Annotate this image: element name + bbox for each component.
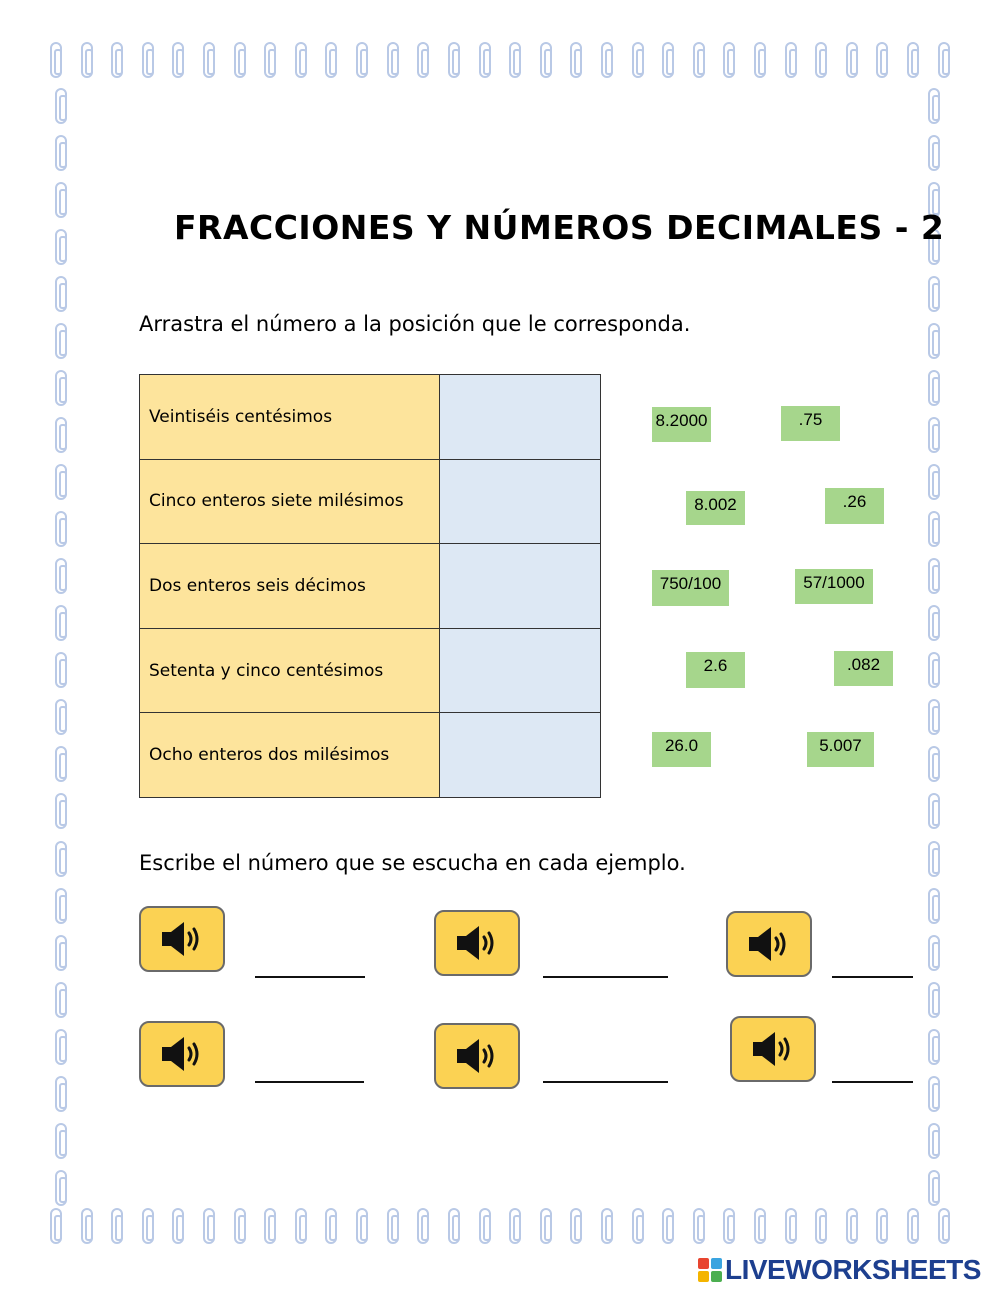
paperclip-icon <box>55 652 67 688</box>
paperclip-icon <box>55 841 67 877</box>
paperclip-icon <box>234 42 246 78</box>
paperclip-icon <box>540 1208 552 1244</box>
right-clip-border <box>928 88 948 1206</box>
paperclip-icon <box>479 1208 491 1244</box>
paperclip-icon <box>55 982 67 1018</box>
paperclip-icon <box>928 511 940 547</box>
paperclip-icon <box>81 1208 93 1244</box>
paperclip-icon <box>509 42 521 78</box>
draggable-number-tile[interactable]: .26 <box>825 488 884 524</box>
speaker-icon <box>159 1034 205 1074</box>
paperclip-icon <box>928 652 940 688</box>
row-label: Cinco enteros siete milésimos <box>140 459 440 544</box>
paperclip-icon <box>55 1123 67 1159</box>
paperclip-icon <box>928 370 940 406</box>
paperclip-icon <box>55 1076 67 1112</box>
paperclip-icon <box>55 464 67 500</box>
answer-blank[interactable] <box>255 1053 364 1083</box>
paperclip-icon <box>417 1208 429 1244</box>
paperclip-icon <box>55 935 67 971</box>
drop-zone[interactable] <box>440 628 601 713</box>
paperclip-icon <box>142 1208 154 1244</box>
paperclip-icon <box>479 42 491 78</box>
paperclip-icon <box>570 42 582 78</box>
paperclip-icon <box>928 746 940 782</box>
drag-instruction: Arrastra el número a la posición que le corresponda. <box>139 312 691 336</box>
audio-play-button[interactable] <box>139 1021 225 1087</box>
brand-wordmark: LIVEWORKSHEETS <box>725 1254 981 1285</box>
paperclip-icon <box>325 1208 337 1244</box>
paperclip-icon <box>55 511 67 547</box>
paperclip-icon <box>55 417 67 453</box>
row-label: Dos enteros seis décimos <box>140 544 440 629</box>
paperclip-icon <box>928 1123 940 1159</box>
drop-zone[interactable] <box>440 459 601 544</box>
paperclip-icon <box>295 42 307 78</box>
answer-blank[interactable] <box>543 1053 668 1083</box>
paperclip-icon <box>81 42 93 78</box>
paperclip-icon <box>55 229 67 265</box>
draggable-number-tile[interactable]: .082 <box>834 651 893 686</box>
paperclip-icon <box>928 605 940 641</box>
paperclip-icon <box>928 888 940 924</box>
paperclip-icon <box>540 42 552 78</box>
paperclip-icon <box>723 1208 735 1244</box>
paperclip-icon <box>907 1208 919 1244</box>
answer-blank[interactable] <box>543 948 668 978</box>
paperclip-icon <box>570 1208 582 1244</box>
answer-blank[interactable] <box>832 1053 913 1083</box>
answer-blank[interactable] <box>832 948 913 978</box>
draggable-number-tile[interactable]: 26.0 <box>652 732 711 767</box>
paperclip-icon <box>601 1208 613 1244</box>
paperclip-icon <box>815 42 827 78</box>
paperclip-icon <box>203 42 215 78</box>
paperclip-icon <box>50 1208 62 1244</box>
paperclip-icon <box>356 42 368 78</box>
drop-zone[interactable] <box>440 544 601 629</box>
audio-play-button[interactable] <box>730 1016 816 1082</box>
speaker-icon <box>454 923 500 963</box>
paperclip-icon <box>662 42 674 78</box>
paperclip-icon <box>325 42 337 78</box>
table-row <box>140 459 601 544</box>
paperclip-icon <box>55 88 67 124</box>
paperclip-icon <box>907 42 919 78</box>
paperclip-icon <box>55 135 67 171</box>
paperclip-icon <box>387 42 399 78</box>
paperclip-icon <box>234 1208 246 1244</box>
paperclip-icon <box>448 42 460 78</box>
draggable-number-tile[interactable]: 57/1000 <box>795 569 873 604</box>
draggable-number-tile[interactable]: 750/100 <box>652 570 729 606</box>
paperclip-icon <box>55 558 67 594</box>
paperclip-icon <box>815 1208 827 1244</box>
paperclip-icon <box>928 88 940 124</box>
liveworksheets-logo <box>698 1254 981 1286</box>
drop-zone[interactable] <box>440 713 601 798</box>
paperclip-icon <box>55 182 67 218</box>
speaker-icon <box>159 919 205 959</box>
paperclip-icon <box>928 982 940 1018</box>
paperclip-icon <box>55 699 67 735</box>
paperclip-icon <box>632 42 644 78</box>
listen-instruction: Escribe el número que se escucha en cada ejemplo. <box>139 851 686 875</box>
paperclip-icon <box>876 1208 888 1244</box>
paperclip-icon <box>928 558 940 594</box>
paperclip-icon <box>448 1208 460 1244</box>
audio-play-button[interactable] <box>139 906 225 972</box>
paperclip-icon <box>785 42 797 78</box>
paperclip-icon <box>55 1029 67 1065</box>
paperclip-icon <box>928 276 940 312</box>
paperclip-icon <box>203 1208 215 1244</box>
paperclip-icon <box>938 42 950 78</box>
table-row <box>140 544 601 629</box>
table-row <box>140 713 601 798</box>
draggable-number-tile[interactable]: 8.002 <box>686 491 745 525</box>
paperclip-icon <box>55 276 67 312</box>
paperclip-icon <box>264 1208 276 1244</box>
paperclip-icon <box>55 323 67 359</box>
row-label: Ocho enteros dos milésimos <box>140 713 440 798</box>
paperclip-icon <box>928 935 940 971</box>
row-label: Setenta y cinco centésimos <box>140 628 440 713</box>
row-label: Veintiséis centésimos <box>140 375 440 460</box>
paperclip-icon <box>55 605 67 641</box>
paperclip-icon <box>55 1170 67 1206</box>
answer-blank[interactable] <box>255 948 365 978</box>
paperclip-icon <box>928 1170 940 1206</box>
audio-play-button[interactable] <box>434 910 520 976</box>
paperclip-icon <box>509 1208 521 1244</box>
matching-table <box>139 374 601 798</box>
paperclip-icon <box>55 888 67 924</box>
paperclip-icon <box>876 42 888 78</box>
top-clip-border <box>50 42 950 86</box>
paperclip-icon <box>55 370 67 406</box>
paperclip-icon <box>928 699 940 735</box>
paperclip-icon <box>601 42 613 78</box>
paperclip-icon <box>928 841 940 877</box>
left-clip-border <box>55 88 75 1206</box>
paperclip-icon <box>928 135 940 171</box>
draggable-number-tile[interactable]: 2.6 <box>686 652 745 688</box>
draggable-number-tile[interactable]: 5.007 <box>807 732 874 767</box>
table-row <box>140 375 601 460</box>
paperclip-icon <box>928 323 940 359</box>
paperclip-icon <box>632 1208 644 1244</box>
paperclip-icon <box>142 42 154 78</box>
paperclip-icon <box>55 746 67 782</box>
speaker-icon <box>750 1029 796 1069</box>
audio-play-button[interactable] <box>434 1023 520 1089</box>
paperclip-icon <box>754 42 766 78</box>
paperclip-icon <box>172 1208 184 1244</box>
paperclip-icon <box>693 1208 705 1244</box>
drop-zone[interactable] <box>440 375 601 460</box>
bottom-clip-border <box>50 1208 950 1252</box>
speaker-icon <box>454 1036 500 1076</box>
paperclip-icon <box>846 1208 858 1244</box>
paperclip-icon <box>387 1208 399 1244</box>
paperclip-icon <box>417 42 429 78</box>
paperclip-icon <box>295 1208 307 1244</box>
paperclip-icon <box>111 1208 123 1244</box>
page-title: FRACCIONES Y NÚMEROS DECIMALES - 2 <box>174 208 945 247</box>
paperclip-icon <box>928 464 940 500</box>
paperclip-icon <box>928 793 940 829</box>
table-row <box>140 628 601 713</box>
draggable-number-tile[interactable]: 8.2000 <box>652 407 711 442</box>
paperclip-icon <box>928 1076 940 1112</box>
draggable-number-tile[interactable]: .75 <box>781 406 840 441</box>
paperclip-icon <box>928 417 940 453</box>
paperclip-icon <box>55 793 67 829</box>
liveworksheets-mark-icon <box>698 1258 722 1282</box>
speaker-icon <box>746 924 792 964</box>
paperclip-icon <box>50 42 62 78</box>
paperclip-icon <box>264 42 276 78</box>
paperclip-icon <box>785 1208 797 1244</box>
paperclip-icon <box>754 1208 766 1244</box>
paperclip-icon <box>172 42 184 78</box>
paperclip-icon <box>662 1208 674 1244</box>
paperclip-icon <box>928 1029 940 1065</box>
paperclip-icon <box>356 1208 368 1244</box>
audio-play-button[interactable] <box>726 911 812 977</box>
paperclip-icon <box>938 1208 950 1244</box>
paperclip-icon <box>111 42 123 78</box>
paperclip-icon <box>723 42 735 78</box>
paperclip-icon <box>846 42 858 78</box>
paperclip-icon <box>693 42 705 78</box>
